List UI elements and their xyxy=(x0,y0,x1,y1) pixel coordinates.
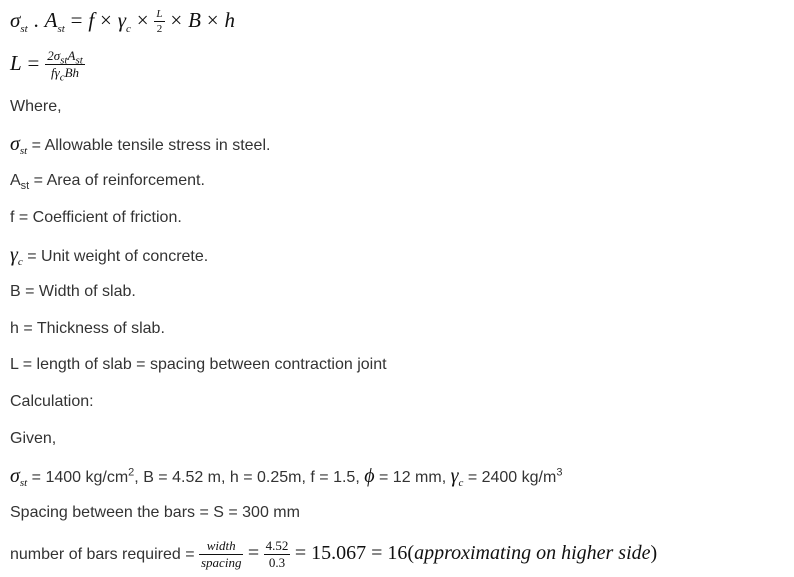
times-operator: × xyxy=(206,8,219,33)
definition-width: B = Width of slab. xyxy=(10,283,136,300)
width-symbol: B xyxy=(188,8,201,33)
numerator-sub2: st xyxy=(75,54,83,67)
given-part1: = 1400 kg/cm xyxy=(27,469,129,486)
definition-friction: f = Coefficient of friction. xyxy=(10,209,182,226)
equals-sign: = xyxy=(247,542,260,564)
equals-sign: = xyxy=(70,8,83,33)
sigma-subscript: st xyxy=(19,477,28,490)
definition-gamma xyxy=(10,245,208,267)
area-symbol: A xyxy=(44,8,58,33)
given-part4: = 2400 kg/m xyxy=(463,469,557,486)
dot-operator: . xyxy=(33,8,39,33)
numerator-sub1: st xyxy=(60,54,68,67)
fraction-denominator: spacing xyxy=(201,555,242,571)
sigma-symbol: σ xyxy=(10,465,20,487)
thickness-symbol: h xyxy=(224,8,235,33)
length-symbol: L xyxy=(10,51,22,76)
sigma-subscript: st xyxy=(20,23,28,36)
times-operator: × xyxy=(100,8,112,33)
given-part2: , B = 4.52 m, h = 0.25m, f = 1.5, xyxy=(134,469,365,486)
result-value: = 15.067 = 16( xyxy=(294,542,415,564)
squared-superscript: 2 xyxy=(128,466,135,479)
phi-symbol: ϕ xyxy=(364,465,375,487)
bars-label: number of bars required = xyxy=(10,546,199,563)
area-subscript: st xyxy=(57,23,65,36)
sigma-symbol: σ xyxy=(10,8,21,33)
closing-paren: ) xyxy=(650,542,658,564)
fraction-numerator: width xyxy=(199,539,243,555)
gamma-symbol: γ xyxy=(10,244,18,266)
spacing-text: Spacing between the bars = S = 300 mm xyxy=(10,504,300,521)
fraction-width-over-spacing xyxy=(199,539,243,570)
given-part3: = 12 mm, xyxy=(374,469,451,486)
gamma-subscript: c xyxy=(17,256,23,269)
gamma-subscript: c xyxy=(458,477,464,490)
fraction-denominator: 2 xyxy=(156,23,163,35)
where-label: Where, xyxy=(10,98,62,115)
result-note: approximating on higher side xyxy=(414,542,651,564)
given-label: Given, xyxy=(10,430,57,447)
fraction-numerator: L xyxy=(156,8,163,20)
definition-sigma xyxy=(10,134,270,156)
gamma-definition-text: = Unit weight of concrete. xyxy=(22,248,209,265)
ast-definition-text: = Area of reinforcement. xyxy=(29,172,205,189)
numerator-sigma: 2σ xyxy=(47,48,61,63)
times-operator: × xyxy=(136,8,149,33)
fraction-length-formula xyxy=(45,48,85,84)
fraction-denominator xyxy=(45,65,85,84)
fraction-numerator: 4.52 xyxy=(265,538,289,554)
equation-length xyxy=(10,48,85,84)
ast-subscript: st xyxy=(20,180,30,193)
calculation-label: Calculation: xyxy=(10,393,94,410)
bars-required-line xyxy=(10,538,657,570)
gamma-subscript: c xyxy=(126,23,131,36)
denominator-bh: Bh xyxy=(64,65,80,80)
sigma-subscript: st xyxy=(19,145,28,158)
equals-sign: = xyxy=(27,51,40,76)
sigma-symbol: σ xyxy=(10,133,20,155)
given-values xyxy=(10,466,562,488)
fraction-l-over-2 xyxy=(154,8,164,35)
equation-stress-balance xyxy=(10,8,235,35)
friction-symbol: f xyxy=(88,8,95,33)
definition-ast xyxy=(10,171,205,191)
gamma-symbol: γ xyxy=(117,8,126,33)
denominator-fgamma: fγ xyxy=(50,65,60,80)
denominator-sub: c xyxy=(59,71,65,84)
sigma-definition-text: = Allowable tensile stress in steel. xyxy=(27,137,271,154)
numerator-area: A xyxy=(67,48,76,63)
fraction-values xyxy=(264,539,291,570)
fraction-denominator: 0.3 xyxy=(268,555,286,571)
fraction-numerator xyxy=(45,49,85,65)
gamma-symbol: γ xyxy=(450,465,459,487)
definition-thickness: h = Thickness of slab. xyxy=(10,320,165,337)
cubed-superscript: 3 xyxy=(556,466,563,479)
definition-length: L = length of slab = spacing between contraction joint xyxy=(10,356,387,373)
ast-symbol: A xyxy=(10,172,21,189)
times-operator: × xyxy=(170,8,183,33)
